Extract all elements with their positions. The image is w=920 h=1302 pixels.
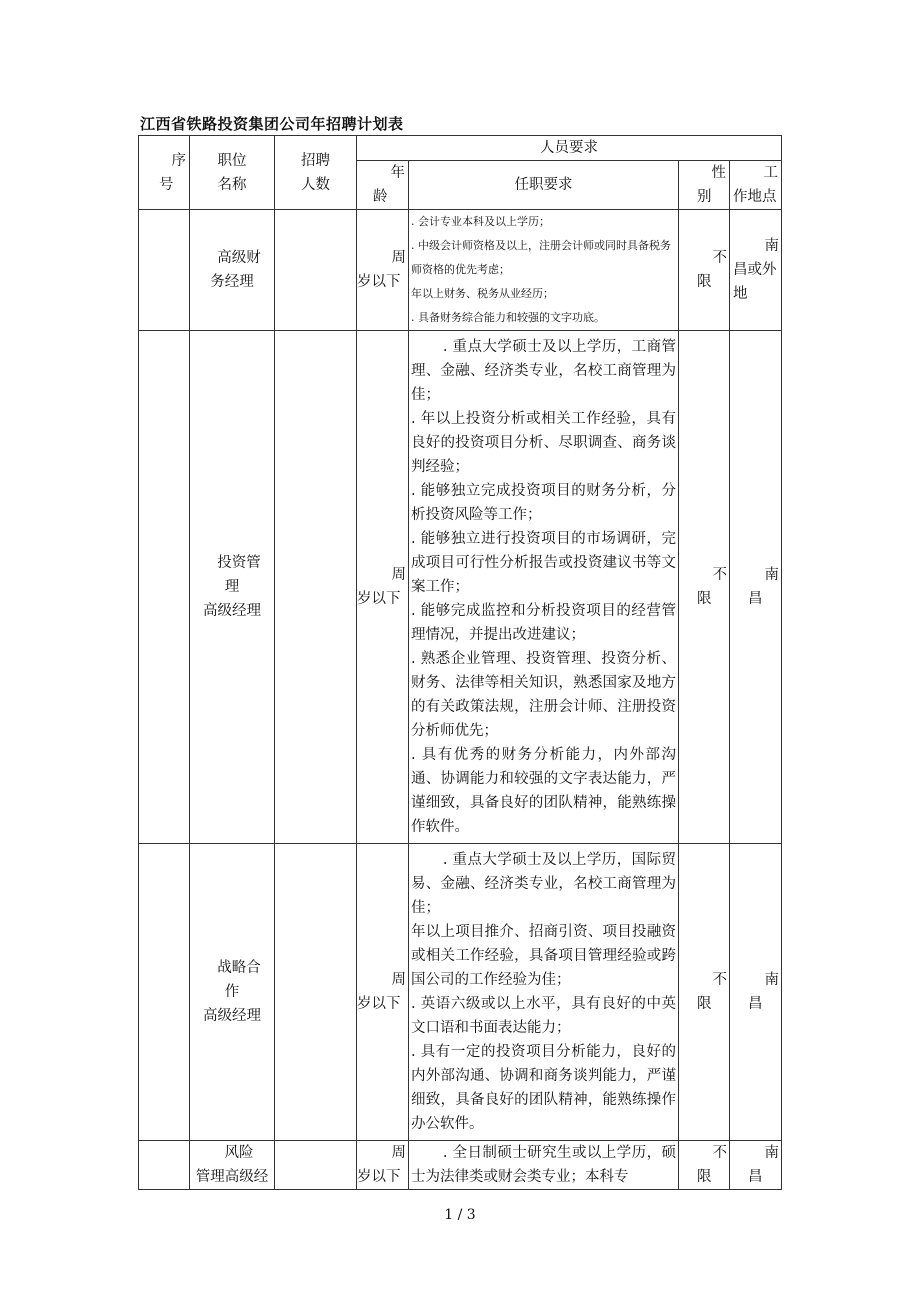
row-seq xyxy=(139,210,190,331)
document-title: 江西省铁路投资集团公司年招聘计划表 xyxy=(140,115,404,133)
table-row xyxy=(139,1141,782,1190)
row-location-line: 昌 xyxy=(748,996,763,1012)
header-headcount-line: 招聘 xyxy=(301,152,330,169)
row-seq xyxy=(139,331,190,844)
header-gender-line: 性 xyxy=(711,165,726,181)
row-age-line: 周 xyxy=(391,972,406,988)
table-row xyxy=(139,331,782,844)
requirement-item: . 英语六级或以上水平，具有良好的中英文口语和书面表达能力； xyxy=(411,996,676,1036)
row-position-line: 务经理 xyxy=(210,274,254,290)
row-position xyxy=(190,844,275,1141)
header-location-line: 工 xyxy=(763,165,778,181)
header-headcount-line: 人数 xyxy=(301,176,330,193)
row-age xyxy=(357,844,409,1141)
row-location xyxy=(730,1141,782,1190)
row-age-line: 岁以下 xyxy=(357,1169,401,1185)
row-position-line: 理 xyxy=(224,579,240,595)
row-gender-line: 限 xyxy=(697,274,712,290)
row-age-line: 岁以下 xyxy=(357,591,401,607)
requirement-item: . 年以上投资分析或相关工作经验，具有良好的投资项目分析、尽职调查、商务谈判经验； xyxy=(411,411,676,475)
row-age xyxy=(357,331,409,844)
row-gender xyxy=(679,1141,730,1190)
row-age xyxy=(357,1141,409,1190)
requirement-item: . 能够独立完成投资项目的财务分析，分析投资风险等工作； xyxy=(411,483,676,523)
header-requirements-group: 人员要求 xyxy=(357,136,782,161)
row-gender-line: 限 xyxy=(697,996,712,1012)
row-position-line: 风险 xyxy=(224,1145,254,1161)
row-position-line: 高级财 xyxy=(217,250,261,266)
header-row-1 xyxy=(139,136,782,161)
row-age-line: 岁以下 xyxy=(357,996,401,1012)
row-headcount xyxy=(275,331,357,844)
row-location-line: 南 xyxy=(764,1145,779,1161)
row-location-line: 南 xyxy=(764,567,779,583)
row-location-line: 南 xyxy=(764,972,779,988)
requirement-item: . 具有优秀的财务分析能力，内外部沟通、协调能力和较强的文字表达能力，严谨细致，具备良好的团队精神，能熟练操作软件。 xyxy=(411,747,676,835)
row-gender xyxy=(679,210,730,331)
row-requirements xyxy=(409,844,679,1141)
row-location-line: 昌 xyxy=(748,591,763,607)
row-location xyxy=(730,844,782,1141)
row-position-line: 高级经理 xyxy=(203,603,261,619)
row-location-line: 南 xyxy=(764,238,779,254)
requirement-item: . 具有一定的投资项目分析能力，良好的内外部沟通、协调和商务谈判能力，严谨细致，具备良好的团队精神，能熟练操作办公软件。 xyxy=(411,1044,676,1132)
row-position-line: 战略合 xyxy=(217,960,261,976)
page-number: 1 / 3 xyxy=(444,1207,476,1223)
row-gender xyxy=(679,844,730,1141)
row-location-line: 昌 xyxy=(748,1169,763,1185)
row-requirements xyxy=(409,1141,679,1190)
header-position-line: 职位 xyxy=(217,152,247,169)
row-gender xyxy=(679,331,730,844)
requirement-item: . 重点大学硕士及以上学历，国际贸易、金融、经济类专业，名校工商管理为佳； xyxy=(411,852,676,916)
requirement-item: . 具备财务综合能力和较强的文字功底。 xyxy=(411,311,605,324)
row-position xyxy=(190,331,275,844)
requirement-item: . 熟悉企业管理、投资管理、投资分析、财务、法律等相关知识，熟悉国家及地方的有关政策法规，注册会计师、注册投资分析师优先； xyxy=(411,651,676,739)
header-age-line: 龄 xyxy=(373,189,388,205)
row-location xyxy=(730,210,782,331)
header-duties: 任职要求 xyxy=(409,161,679,210)
row-position xyxy=(190,210,275,331)
row-position xyxy=(190,1141,275,1190)
table-row xyxy=(139,210,782,331)
row-seq xyxy=(139,1141,190,1190)
row-position-line: 高级经理 xyxy=(203,1008,261,1024)
row-headcount xyxy=(275,844,357,1141)
row-age-line: 岁以下 xyxy=(357,274,401,290)
row-position-line: 作 xyxy=(224,984,240,1000)
row-requirements xyxy=(409,331,679,844)
header-position xyxy=(190,136,275,210)
requirement-item: . 会计专业本科及以上学历； xyxy=(411,215,550,228)
header-location xyxy=(730,161,782,210)
header-seq xyxy=(139,136,190,210)
header-gender xyxy=(679,161,730,210)
row-gender-line: 不 xyxy=(712,250,727,266)
row-location xyxy=(730,331,782,844)
requirement-item: . 重点大学硕士及以上学历，工商管理、金融、经济类专业，名校工商管理为佳； xyxy=(411,339,676,403)
header-gender-line: 别 xyxy=(697,189,712,205)
row-gender-line: 限 xyxy=(697,1169,712,1185)
requirement-item: 年以上财务、税务从业经历； xyxy=(411,287,554,300)
row-age-line: 周 xyxy=(391,567,406,583)
row-position-line: 投资管 xyxy=(217,555,261,571)
requirement-item: 年以上项目推介、招商引资、项目投融资或相关工作经验，具备项目管理经验或跨国公司的工作经验为佳； xyxy=(411,924,676,988)
row-age xyxy=(357,210,409,331)
header-seq-line: 号 xyxy=(159,176,174,193)
row-position-line: 管理高级经 xyxy=(195,1169,269,1185)
requirement-item: . 全日制硕士研究生或以上学历，硕士为法律类或财会类专业；本科专 xyxy=(411,1145,676,1185)
header-position-line: 名称 xyxy=(217,176,247,193)
header-headcount xyxy=(275,136,357,210)
row-location-line: 地 xyxy=(733,286,748,302)
table-row xyxy=(139,844,782,1141)
row-age-line: 周 xyxy=(391,250,406,266)
header-seq-line: 序 xyxy=(171,152,186,169)
requirement-item: . 能够完成监控和分析投资项目的经营管理情况，并提出改进建议； xyxy=(411,603,676,643)
row-gender-line: 限 xyxy=(697,591,712,607)
recruitment-plan-table xyxy=(138,135,782,1190)
header-location-line: 作地点 xyxy=(733,189,777,205)
row-seq xyxy=(139,844,190,1141)
row-headcount xyxy=(275,210,357,331)
row-gender-line: 不 xyxy=(712,972,727,988)
row-headcount xyxy=(275,1141,357,1190)
header-age-line: 年 xyxy=(390,165,405,181)
requirement-item: . 中级会计师资格及以上，注册会计师或同时具备税务师资格的优先考虑； xyxy=(411,239,671,276)
row-gender-line: 不 xyxy=(712,1145,727,1161)
header-age xyxy=(357,161,409,210)
row-requirements xyxy=(409,210,679,331)
requirement-item: . 能够独立进行投资项目的市场调研，完成项目可行性分析报告或投资建议书等文案工作； xyxy=(411,531,676,595)
row-location-line: 昌或外 xyxy=(733,262,777,278)
row-gender-line: 不 xyxy=(712,567,727,583)
row-age-line: 周 xyxy=(391,1145,406,1161)
